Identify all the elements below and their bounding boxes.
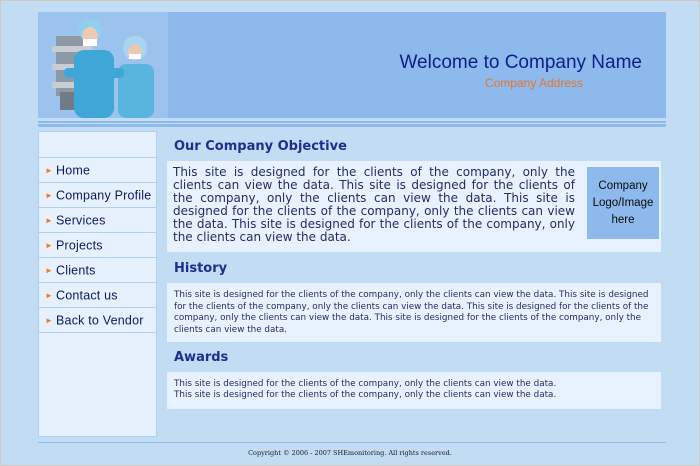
arrow-right-icon: ►	[45, 290, 53, 300]
site-title: Welcome to Company Name	[399, 52, 642, 73]
header-banner	[38, 12, 666, 118]
nav-item-clients[interactable]	[39, 257, 156, 282]
history-text: This site is designed for the clients of the company, only the clients can view the data. This site is designed for the clients of the company, only the clients can view the data. This site is designed for the clients of the company, only the clients can view the data. This site is designed for the clients of the company, only the clients can view the data.	[174, 290, 649, 335]
header-photo	[38, 12, 168, 118]
logo-text-line: here	[611, 213, 635, 226]
arrow-right-icon: ►	[45, 315, 53, 325]
footer-copyright: Copyright © 2006 - 2007 SHEmonitoring. All rights reserved.	[248, 449, 452, 457]
nav-item-company-profile[interactable]	[39, 182, 156, 207]
awards-box	[167, 372, 661, 409]
company-address: Company Address	[484, 76, 584, 90]
history-box	[167, 283, 661, 342]
nav-item-back-to-vendor[interactable]	[39, 307, 156, 333]
arrow-right-icon: ►	[45, 240, 53, 250]
arrow-right-icon: ►	[45, 215, 53, 225]
objective-heading: Our Company Objective	[174, 139, 347, 154]
nav-item-label: Contact us	[56, 288, 118, 303]
logo-text-line: Company	[598, 179, 648, 192]
nav-item-label: Back to Vendor	[56, 313, 144, 328]
sidebar-nav	[38, 131, 157, 437]
nav-item-label: Clients	[56, 263, 96, 278]
objective-text: This site is designed for the clients of the company, only the clients can view the data. This site is designed for the clients of the company, only the clients can view the data. This site is designed for the clients of the company, only the clients can view the data. This site is designed for the clients of the company, only the clients can view the data.	[173, 165, 575, 244]
history-heading: History	[174, 261, 228, 276]
nav-item-contact-us[interactable]	[39, 282, 156, 307]
arrow-right-icon: ►	[45, 190, 53, 200]
nav-item-services[interactable]	[39, 207, 156, 232]
nav-item-label: Company Profile	[56, 188, 152, 203]
arrow-right-icon: ►	[45, 165, 53, 175]
nav-item-home[interactable]	[39, 157, 156, 182]
logo-text-line: Logo/Image	[592, 196, 654, 209]
nav-item-label: Home	[56, 163, 91, 178]
header-divider	[38, 121, 666, 123]
company-logo-placeholder	[587, 167, 659, 239]
header-divider-thick	[38, 124, 666, 127]
objective-box	[167, 161, 661, 252]
awards-text-line: This site is designed for the clients of the company, only the clients can view the data.	[174, 390, 557, 400]
footer-divider	[38, 442, 666, 443]
nav-item-label: Services	[56, 213, 106, 228]
arrow-right-icon: ►	[45, 265, 53, 275]
awards-text-line: This site is designed for the clients of the company, only the clients can view the data.	[174, 379, 557, 389]
awards-heading: Awards	[174, 350, 229, 365]
nav-item-projects[interactable]	[39, 232, 156, 257]
nav-item-label: Projects	[56, 238, 103, 253]
